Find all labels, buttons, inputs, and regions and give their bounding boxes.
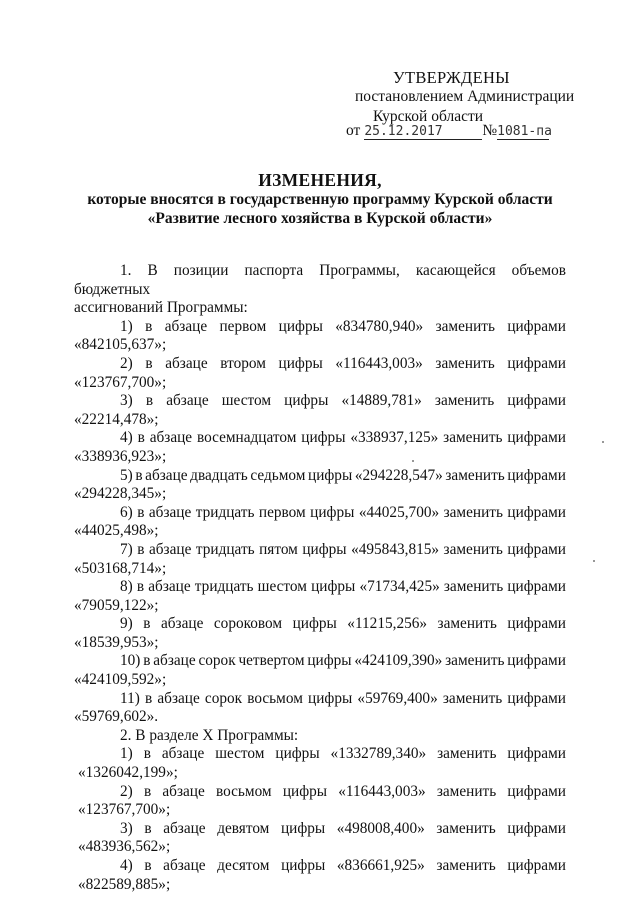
amendment-word: цифрами xyxy=(507,429,566,447)
amendment-word: «59769,400» xyxy=(357,689,438,707)
amendment-item-first-line xyxy=(74,857,566,876)
amendment-word: сорок xyxy=(198,652,236,670)
approval-number: 1081-па xyxy=(497,124,552,139)
amendment-word: 2) xyxy=(120,782,133,800)
amendment-word: «495843,815» xyxy=(351,540,440,558)
section2-intro: 2. В разделе X Программы: xyxy=(120,726,299,744)
amendment-new-value: «22214,478»; xyxy=(74,410,159,428)
amendment-new-value: «822589,885»; xyxy=(78,875,171,893)
amendment-word: абзаце xyxy=(161,745,205,763)
amendment-word: в xyxy=(136,578,145,596)
amendment-word: «14889,781» xyxy=(341,392,422,410)
amendment-word: в xyxy=(137,503,145,521)
amendment-word: 3) xyxy=(120,392,133,410)
amendment-word: цифры xyxy=(280,819,326,837)
amendment-new-value: «483936,562»; xyxy=(78,838,171,856)
amendment-word: абзаце xyxy=(165,354,208,372)
amendment-word: абзаце xyxy=(163,857,206,874)
amendment-word: в xyxy=(145,392,154,410)
amendment-word: восьмом xyxy=(247,689,303,707)
amendment-item-first-line xyxy=(74,504,566,523)
amendment-word: 6) xyxy=(120,503,133,521)
amendment-word: заменить xyxy=(436,782,497,800)
amendment-word: 9) xyxy=(120,615,133,633)
amendment-item xyxy=(74,578,566,615)
amendment-word: в xyxy=(145,317,153,335)
amendment-word: четвертом xyxy=(238,652,305,670)
amendment-item-first-line xyxy=(74,820,566,839)
amendment-new-value: «123767,700»; xyxy=(74,373,167,391)
amendment-word: 7) xyxy=(120,540,133,558)
amendment-item xyxy=(74,857,566,894)
amendment-word: цифрами xyxy=(507,819,566,837)
scan-speck xyxy=(412,460,414,462)
amendment-item-first-line xyxy=(74,467,566,486)
amendment-word: абзаце xyxy=(163,819,206,837)
approval-date: 25.12.2017 xyxy=(364,124,482,140)
section1-intro-line2: ассигнований Программы: xyxy=(74,299,248,317)
amendment-word: цифрами xyxy=(507,745,566,763)
approval-date-row xyxy=(346,122,552,140)
amendment-word: абзаце xyxy=(164,317,208,335)
amendment-item-first-line xyxy=(74,745,566,764)
amendment-word: цифрами xyxy=(507,540,566,558)
amendment-word: цифры xyxy=(278,317,323,335)
amendment-word: заменить xyxy=(442,689,503,707)
amendment-word: в xyxy=(144,689,153,707)
amendment-word: «116443,003» xyxy=(335,354,423,372)
amendment-item xyxy=(74,783,566,820)
amendment-item xyxy=(74,615,566,652)
amendment-new-value: «503168,714»; xyxy=(74,559,167,577)
approval-number-sign: № xyxy=(482,122,498,139)
amendment-word: «44025,700» xyxy=(358,503,440,521)
amendment-item xyxy=(74,820,566,857)
amendment-word: цифры xyxy=(308,689,353,707)
amendment-item xyxy=(74,541,566,578)
amendment-word: цифры xyxy=(278,354,323,372)
amendment-word: абзаце xyxy=(148,578,191,596)
amendment-word: 4) xyxy=(120,429,133,447)
amendment-word: в xyxy=(143,782,152,800)
amendment-word: в xyxy=(137,429,145,447)
amendment-word: абзаце xyxy=(149,429,193,447)
amendment-word: «116443,003» xyxy=(338,782,426,800)
amendment-word: цифрами xyxy=(507,317,566,335)
amendment-word: цифры xyxy=(311,578,356,596)
amendment-word: девятом xyxy=(217,819,270,837)
amendment-word: заменить xyxy=(443,503,503,521)
amendment-word: заменить xyxy=(435,354,495,372)
amendment-word: «11215,256» xyxy=(347,615,428,633)
amendment-item-first-line xyxy=(74,690,566,709)
amendment-new-value: «294228,345»; xyxy=(74,485,167,503)
amendment-word: 1) xyxy=(120,317,133,335)
approval-region: Курской области xyxy=(373,108,484,125)
amendment-word: седьмом xyxy=(250,466,306,484)
amendment-word: 8) xyxy=(120,578,133,596)
amendment-item-first-line xyxy=(74,318,566,337)
amendment-new-value: «123767,700»; xyxy=(78,801,171,819)
amendment-word: «338937,125» xyxy=(350,429,439,447)
amendment-item-first-line xyxy=(74,355,566,374)
amendment-word: в xyxy=(143,615,151,633)
amendment-item xyxy=(74,504,566,541)
amendment-word: заменить xyxy=(437,615,497,633)
amendment-item xyxy=(74,429,566,466)
amendment-word: цифры xyxy=(308,466,353,484)
amendment-word: первом xyxy=(258,503,306,521)
amendment-item-first-line xyxy=(74,783,566,802)
amendment-word: двадцать xyxy=(190,466,248,484)
amendment-word: «834780,940» xyxy=(335,317,424,335)
amendment-word: заменить xyxy=(434,392,495,410)
amendment-word: абзаце xyxy=(160,615,204,633)
amendment-item xyxy=(74,355,566,392)
amendment-item-first-line xyxy=(74,615,566,634)
amendment-word: десятом xyxy=(217,857,270,874)
amendment-word: абзаце xyxy=(148,503,192,521)
amendment-word: заменить xyxy=(436,819,496,837)
amendment-word: заменить xyxy=(435,317,495,335)
amendment-item-first-line xyxy=(74,429,566,448)
amendment-word: абзаце xyxy=(166,392,209,410)
document-subtitle-line1: которые вносятся в государственную программу Курской области xyxy=(87,191,553,208)
amendment-word: «836661,925» xyxy=(336,857,425,874)
amendment-word: заменить xyxy=(445,652,505,670)
amendment-word: «294228,547» xyxy=(354,466,443,484)
amendment-word: абзаце xyxy=(162,782,205,800)
amendment-item xyxy=(74,467,566,504)
amendment-new-value: «424109,592»; xyxy=(74,671,167,689)
amendment-word: 2) xyxy=(120,354,133,372)
amendment-word: цифрами xyxy=(507,578,566,596)
amendment-word: 4) xyxy=(120,857,133,874)
amendment-word: пятом xyxy=(259,540,298,558)
amendment-word: цифрами xyxy=(507,615,566,633)
amendment-word: 3) xyxy=(120,819,133,837)
amendment-word: заменить xyxy=(443,429,503,447)
amendment-new-value: «59769,602». xyxy=(74,708,159,726)
amendment-word: цифрами xyxy=(507,354,566,372)
amendment-word: цифры xyxy=(302,540,347,558)
amendment-word: первом xyxy=(219,317,267,335)
amendment-word: в xyxy=(145,354,153,372)
amendment-item-first-line xyxy=(74,652,566,671)
amendment-word: абзаце xyxy=(148,540,192,558)
section1-intro-line1: 1. В позиции паспорта Программы, касающейся объемов бюджетных xyxy=(74,262,566,298)
amendment-word: заменить xyxy=(437,745,497,763)
amendment-item xyxy=(74,745,566,782)
amendment-word: цифрами xyxy=(507,392,566,410)
amendment-word: цифры xyxy=(282,782,328,800)
document-body xyxy=(74,262,566,894)
amendment-new-value: «18539,953»; xyxy=(74,633,159,651)
amendment-new-value: «79059,122»; xyxy=(74,596,159,614)
amendment-word: цифрами xyxy=(507,652,566,670)
amendment-word: шестом xyxy=(215,745,265,763)
amendment-new-value: «44025,498»; xyxy=(74,522,159,540)
section1-list xyxy=(74,318,566,727)
amendment-word: «498008,400» xyxy=(336,819,425,837)
amendment-word: в xyxy=(135,466,143,484)
amendment-word: заменить xyxy=(443,540,503,558)
amendment-item-first-line xyxy=(74,392,566,411)
amendment-word: заменить xyxy=(445,466,505,484)
amendment-word: цифры xyxy=(281,857,326,874)
amendment-word: цифры xyxy=(310,503,355,521)
amendment-word: шестом xyxy=(257,578,307,596)
amendment-item-first-line xyxy=(74,578,566,597)
amendment-word: цифры xyxy=(307,652,352,670)
amendment-item-first-line xyxy=(74,541,566,560)
amendment-new-value: «338936,923»; xyxy=(74,447,167,465)
amendment-word: в xyxy=(144,857,152,874)
amendment-word: в xyxy=(143,652,151,670)
amendment-word: цифрами xyxy=(507,782,566,800)
approval-title: УТВЕРЖДЕНЫ xyxy=(393,68,510,87)
amendment-word: 5) xyxy=(120,466,133,484)
amendment-word: цифрами xyxy=(507,857,566,874)
amendment-item xyxy=(74,652,566,689)
amendment-word: цифрами xyxy=(507,689,566,707)
section2-list xyxy=(74,745,566,894)
amendment-word: заменить xyxy=(443,578,504,596)
amendment-word: абзаце xyxy=(157,689,200,707)
amendment-word: втором xyxy=(220,354,266,372)
approval-from-label: от xyxy=(346,122,361,139)
amendment-word: восемнадцатом xyxy=(196,429,297,447)
amendment-word: «424109,390» xyxy=(354,652,443,670)
amendment-word: «71734,425» xyxy=(359,578,440,596)
amendment-word: 1) xyxy=(120,745,133,763)
amendment-word: цифрами xyxy=(507,503,566,521)
amendment-word: сорок xyxy=(204,689,243,707)
scan-speck xyxy=(602,441,604,443)
amendment-word: цифры xyxy=(301,429,346,447)
amendment-item xyxy=(74,318,566,355)
amendment-word: абзаце xyxy=(153,652,196,670)
approval-issuer: постановлением Администрации xyxy=(355,88,575,105)
amendment-word: цифры xyxy=(275,745,320,763)
amendment-word: в xyxy=(143,745,151,763)
amendment-word: тридцать xyxy=(195,540,255,558)
amendment-word: цифры xyxy=(284,392,329,410)
amendment-word: заменить xyxy=(436,857,496,874)
amendment-word: 11) xyxy=(120,689,140,707)
amendment-word: цифрами xyxy=(507,466,566,484)
amendment-word: «1332789,340» xyxy=(330,745,427,763)
document-title: ИЗМЕНЕНИЯ, xyxy=(258,170,382,190)
document-subtitle-line2: «Развитие лесного хозяйства в Курской области» xyxy=(147,210,493,227)
amendment-word: шестом xyxy=(221,392,272,410)
amendment-word: в xyxy=(144,819,152,837)
amendment-word: цифры xyxy=(292,615,337,633)
amendment-item xyxy=(74,392,566,429)
amendment-new-value: «1326042,199»; xyxy=(78,764,178,782)
amendment-item xyxy=(74,690,566,727)
amendment-word: в xyxy=(137,540,145,558)
amendment-word: 10) xyxy=(120,652,141,670)
amendment-new-value: «842105,637»; xyxy=(74,336,167,354)
amendment-word: восьмом xyxy=(215,782,272,800)
amendment-word: абзаце xyxy=(145,466,188,484)
scan-speck xyxy=(593,560,595,562)
amendment-word: тридцать xyxy=(195,503,255,521)
amendment-word: сороковом xyxy=(213,615,283,633)
amendment-word: тридцать xyxy=(194,578,254,596)
